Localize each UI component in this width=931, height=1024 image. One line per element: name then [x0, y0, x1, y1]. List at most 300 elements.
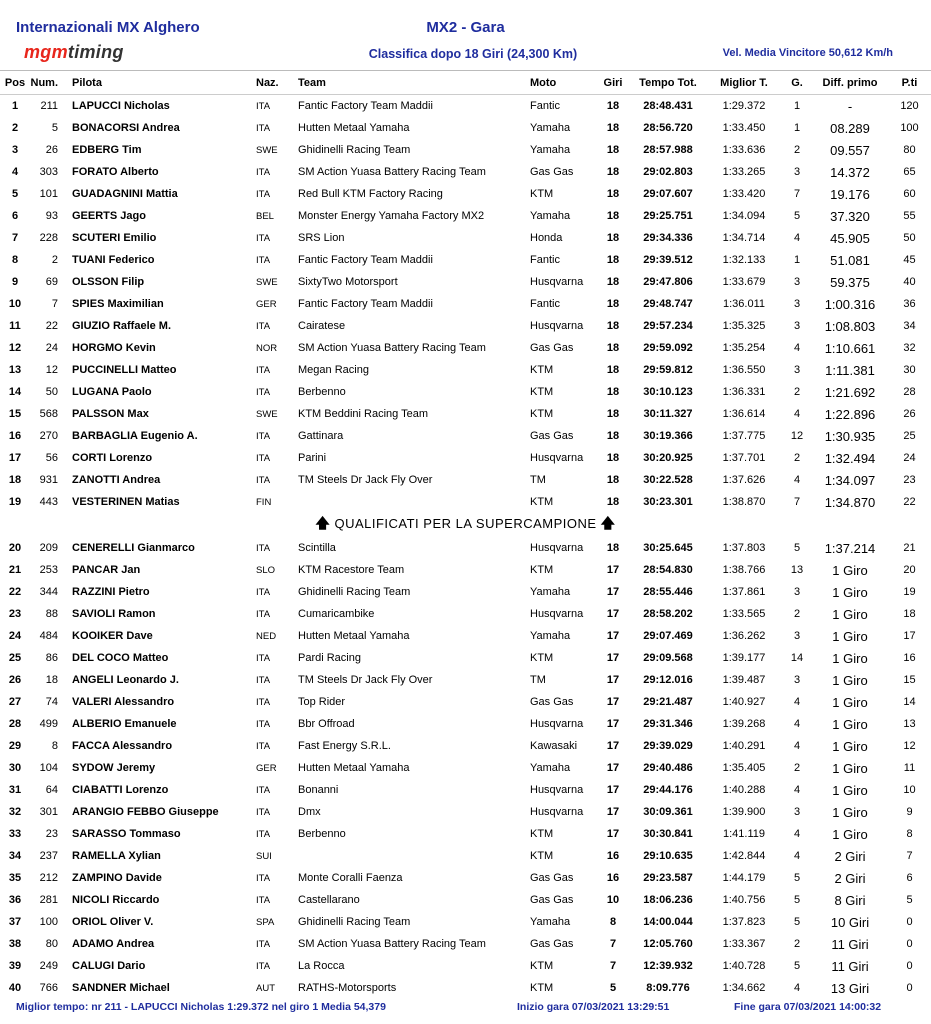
cell-giri: 17: [606, 652, 620, 664]
cell-moto: Gas Gas: [530, 430, 574, 442]
cell-giri: 17: [606, 564, 620, 576]
arrow-up-icon: 🡅: [600, 515, 616, 531]
cell-diff: 1:22.896: [824, 406, 876, 422]
cell-pti: 9: [906, 806, 913, 818]
cell-pti: 24: [903, 452, 916, 464]
cell-num: 64: [45, 784, 58, 796]
cell-moto: Husqvarna: [530, 320, 584, 332]
cell-pti: 55: [903, 210, 916, 222]
cell-tempo: 29:34.336: [643, 232, 693, 244]
cell-giri: 5: [609, 982, 617, 994]
cell-moto: Husqvarna: [530, 718, 584, 730]
cell-tempo: 29:44.176: [643, 784, 693, 796]
cell-naz: SUI: [256, 850, 272, 862]
race-title: MX2 - Gara: [426, 19, 505, 36]
cell-giri: 17: [606, 674, 620, 686]
cell-diff: 19.176: [830, 186, 870, 202]
cell-num: 74: [45, 696, 58, 708]
cell-team: Monte Coralli Faenza: [298, 872, 403, 884]
cell-tempo: 12:39.932: [643, 960, 693, 972]
cell-naz: ITA: [256, 938, 271, 950]
cell-tempo: 30:19.366: [643, 430, 693, 442]
table-row: [0, 227, 931, 249]
cell-diff: 13 Giri: [830, 980, 870, 996]
cell-miglior: 1:33.565: [722, 608, 766, 620]
cell-pos: 12: [8, 342, 22, 354]
cell-naz: ITA: [256, 652, 271, 664]
race-start: Inizio gara 07/03/2021 13:29:51: [517, 1001, 670, 1013]
cell-diff: -: [847, 98, 853, 114]
cell-g: 5: [793, 542, 801, 554]
cell-naz: ITA: [256, 872, 271, 884]
cell-tempo: 29:47.806: [643, 276, 693, 288]
cell-pos: 15: [8, 408, 22, 420]
cell-giri: 18: [606, 100, 620, 112]
cell-g: 3: [793, 320, 801, 332]
cell-tempo: 29:12.016: [643, 674, 693, 686]
cell-team: Ghidinelli Racing Team: [298, 916, 411, 928]
cell-pos: 24: [8, 630, 22, 642]
cell-moto: Husqvarna: [530, 784, 584, 796]
cell-tempo: 8:09.776: [646, 982, 690, 994]
cell-diff: 1 Giro: [832, 650, 868, 666]
cell-pti: 30: [903, 364, 916, 376]
cell-miglior: 1:37.775: [722, 430, 766, 442]
cell-diff: 1 Giro: [832, 628, 868, 644]
table-row: [0, 801, 931, 823]
cell-g: 5: [793, 210, 801, 222]
cell-g: 4: [793, 850, 801, 862]
cell-pos: 40: [8, 982, 22, 994]
cell-miglior: 1:37.823: [722, 916, 766, 928]
table-row: [0, 249, 931, 271]
table-row: [0, 669, 931, 691]
cell-team: TM Steels Dr Jack Fly Over: [298, 474, 433, 486]
cell-g: 3: [793, 166, 801, 178]
cell-diff: 2 Giri: [834, 848, 866, 864]
cell-moto: KTM: [530, 564, 554, 576]
cell-diff: 10 Giri: [830, 914, 870, 930]
qualifier-text: QUALIFICATI PER LA SUPERCAMPIONE: [334, 516, 597, 531]
cell-tempo: 30:30.841: [643, 828, 693, 840]
cell-pti: 0: [906, 916, 913, 928]
cell-diff: 37.320: [830, 208, 870, 224]
cell-tempo: 29:21.487: [643, 696, 693, 708]
cell-naz: ITA: [256, 894, 271, 906]
cell-team: Gattinara: [298, 430, 344, 442]
cell-num: 931: [39, 474, 58, 486]
cell-pos: 17: [8, 452, 22, 464]
cell-diff: 11 Giri: [831, 936, 869, 952]
cell-num: 18: [45, 674, 58, 686]
cell-moto: Yamaha: [530, 144, 571, 156]
cell-team: SM Action Yuasa Battery Racing Team: [298, 166, 486, 178]
cell-g: 4: [793, 408, 801, 420]
table-header-row: [0, 72, 931, 95]
cell-tempo: 29:02.803: [643, 166, 693, 178]
best-lap-note: Miglior tempo: nr 211 - LAPUCCI Nicholas 1:29.372 nel giro 1 Media 54,379: [16, 1001, 386, 1013]
cell-moto: Gas Gas: [530, 872, 574, 884]
cell-pilota: LUGANA Paolo: [72, 386, 152, 398]
cell-miglior: 1:40.756: [722, 894, 766, 906]
cell-g: 4: [793, 784, 801, 796]
cell-moto: KTM: [530, 960, 554, 972]
cell-diff: 1 Giro: [832, 760, 868, 776]
cell-miglior: 1:35.405: [722, 762, 766, 774]
cell-num: 93: [45, 210, 58, 222]
col-moto: Moto: [526, 72, 596, 95]
cell-pos: 19: [8, 496, 22, 508]
cell-g: 4: [793, 342, 801, 354]
cell-num: 301: [39, 806, 58, 818]
cell-team: Fantic Factory Team Maddii: [298, 254, 433, 266]
cell-team: RATHS-Motorsports: [298, 982, 397, 994]
cell-g: 3: [793, 276, 801, 288]
cell-pos: 3: [11, 144, 19, 156]
cell-naz: ITA: [256, 740, 271, 752]
table-row: [0, 95, 931, 118]
cell-team: Fantic Factory Team Maddii: [298, 100, 433, 112]
cell-tempo: 28:55.446: [643, 586, 693, 598]
cell-pilota: SARASSO Tommaso: [72, 828, 181, 840]
cell-naz: ITA: [256, 232, 271, 244]
cell-miglior: 1:40.291: [722, 740, 766, 752]
cell-num: 303: [39, 166, 58, 178]
logo-mgm: mgm: [24, 42, 68, 62]
cell-pos: 18: [8, 474, 22, 486]
cell-moto: KTM: [530, 496, 554, 508]
cell-pti: 0: [906, 938, 913, 950]
cell-giri: 16: [606, 850, 620, 862]
cell-miglior: 1:33.265: [722, 166, 766, 178]
cell-miglior: 1:37.626: [722, 474, 766, 486]
cell-tempo: 12:05.760: [643, 938, 693, 950]
cell-diff: 1:37.214: [824, 540, 876, 556]
cell-moto: KTM: [530, 188, 554, 200]
cell-miglior: 1:39.268: [722, 718, 766, 730]
cell-giri: 17: [606, 740, 620, 752]
cell-pos: 11: [9, 320, 21, 332]
cell-naz: ITA: [256, 254, 271, 266]
cell-pilota: VESTERINEN Matias: [72, 496, 180, 508]
cell-team: Pardi Racing: [298, 652, 361, 664]
table-row: [0, 603, 931, 625]
cell-team: Top Rider: [298, 696, 346, 708]
cell-team: KTM Beddini Racing Team: [298, 408, 429, 420]
cell-miglior: 1:38.870: [722, 496, 766, 508]
cell-team: Ghidinelli Racing Team: [298, 586, 411, 598]
cell-miglior: 1:39.177: [722, 652, 766, 664]
cell-giri: 18: [606, 408, 620, 420]
cell-pilota: SAVIOLI Ramon: [72, 608, 156, 620]
cell-team: Megan Racing: [298, 364, 369, 376]
cell-g: 2: [793, 608, 801, 620]
cell-naz: GER: [256, 762, 277, 774]
cell-naz: NOR: [256, 342, 278, 354]
cell-num: 499: [39, 718, 58, 730]
table-row: [0, 977, 931, 999]
event-title: Internazionali MX Alghero: [16, 19, 200, 36]
cell-num: 270: [39, 430, 58, 442]
cell-moto: Gas Gas: [530, 938, 574, 950]
cell-pos: 16: [8, 430, 22, 442]
cell-pilota: LAPUCCI Nicholas: [72, 100, 170, 112]
cell-pos: 23: [8, 608, 22, 620]
cell-giri: 17: [606, 630, 620, 642]
cell-miglior: 1:36.550: [722, 364, 766, 376]
table-row: [0, 161, 931, 183]
cell-diff: 1 Giro: [832, 738, 868, 754]
cell-team: Red Bull KTM Factory Racing: [298, 188, 443, 200]
cell-moto: Yamaha: [530, 586, 571, 598]
cell-giri: 7: [609, 938, 617, 950]
cell-moto: Fantic: [530, 100, 560, 112]
cell-giri: 18: [606, 254, 620, 266]
cell-pilota: SYDOW Jeremy: [72, 762, 156, 774]
cell-giri: 18: [606, 122, 620, 134]
cell-diff: 1 Giro: [832, 562, 868, 578]
col-pti: P.ti: [888, 72, 931, 95]
cell-pti: 17: [903, 630, 916, 642]
cell-moto: KTM: [530, 364, 554, 376]
cell-giri: 18: [606, 364, 620, 376]
cell-miglior: 1:40.927: [722, 696, 766, 708]
cell-team: SM Action Yuasa Battery Racing Team: [298, 938, 486, 950]
cell-giri: 18: [606, 232, 620, 244]
cell-naz: ITA: [256, 188, 271, 200]
cell-diff: 2 Giri: [834, 870, 866, 886]
cell-giri: 16: [606, 872, 620, 884]
table-row: [0, 381, 931, 403]
cell-pos: 9: [11, 276, 19, 288]
col-team: Team: [294, 72, 526, 95]
cell-naz: ITA: [256, 452, 271, 464]
cell-pilota: EDBERG Tim: [72, 144, 142, 156]
cell-pos: 5: [11, 188, 19, 200]
cell-miglior: 1:33.636: [722, 144, 766, 156]
cell-num: 2: [51, 254, 58, 266]
cell-moto: Fantic: [530, 298, 560, 310]
cell-pilota: PUCCINELLI Matteo: [72, 364, 177, 376]
cell-pti: 11: [903, 762, 916, 774]
cell-pilota: RAMELLA Xylian: [72, 850, 161, 862]
cell-g: 4: [793, 740, 801, 752]
cell-pilota: ZAMPINO Davide: [72, 872, 162, 884]
cell-miglior: 1:40.288: [722, 784, 766, 796]
cell-pos: 25: [8, 652, 22, 664]
cell-giri: 17: [606, 608, 620, 620]
cell-tempo: 28:58.202: [643, 608, 693, 620]
cell-moto: Fantic: [530, 254, 560, 266]
cell-pos: 21: [8, 564, 22, 576]
table-row: [0, 867, 931, 889]
cell-tempo: 28:56.720: [643, 122, 693, 134]
cell-giri: 7: [609, 960, 617, 972]
cell-naz: ITA: [256, 586, 271, 598]
cell-pilota: GUADAGNINI Mattia: [72, 188, 178, 200]
cell-tempo: 18:06.236: [643, 894, 693, 906]
cell-moto: Husqvarna: [530, 452, 584, 464]
logo-timing: timing: [67, 42, 124, 62]
cell-pos: 13: [8, 364, 22, 376]
table-row: [0, 183, 931, 205]
cell-giri: 18: [606, 144, 620, 156]
cell-pos: 7: [11, 232, 19, 244]
cell-tempo: 30:25.645: [643, 542, 693, 554]
cell-miglior: 1:38.766: [722, 564, 766, 576]
cell-moto: TM: [530, 474, 546, 486]
table-row: [0, 117, 931, 139]
cell-tempo: 29:57.234: [643, 320, 693, 332]
cell-giri: 17: [606, 806, 620, 818]
cell-pti: 8: [906, 828, 913, 840]
cell-pilota: CIABATTI Lorenzo: [72, 784, 169, 796]
col-naz: Naz.: [250, 72, 294, 95]
cell-num: 209: [39, 542, 58, 554]
cell-tempo: 29:10.635: [643, 850, 693, 862]
cell-diff: 1 Giro: [832, 804, 868, 820]
cell-pilota: GIUZIO Raffaele M.: [72, 320, 172, 332]
cell-team: Cumaricambike: [298, 608, 375, 620]
table-row: [0, 537, 931, 559]
cell-tempo: 29:48.747: [643, 298, 693, 310]
cell-naz: ITA: [256, 474, 271, 486]
cell-giri: 18: [606, 188, 620, 200]
results-bottom: [0, 537, 931, 999]
qualifier-section: [0, 513, 931, 537]
cell-miglior: 1:36.614: [722, 408, 766, 420]
cell-moto: KTM: [530, 652, 554, 664]
cell-giri: 17: [606, 586, 620, 598]
cell-tempo: 29:23.587: [643, 872, 693, 884]
cell-pti: 36: [903, 298, 916, 310]
cell-giri: 18: [606, 342, 620, 354]
col-miglior: Miglior T.: [706, 72, 782, 95]
cell-tempo: 14:00.044: [643, 916, 693, 928]
cell-miglior: 1:33.420: [722, 188, 766, 200]
cell-pos: 14: [8, 386, 22, 398]
cell-g: 7: [793, 496, 801, 508]
cell-tempo: 29:39.029: [643, 740, 693, 752]
results-table: [0, 72, 931, 999]
cell-miglior: 1:33.367: [722, 938, 766, 950]
cell-pos: 34: [8, 850, 22, 862]
cell-tempo: 30:11.327: [643, 408, 693, 420]
results-header: [0, 0, 931, 70]
cell-pti: 5: [906, 894, 913, 906]
cell-diff: 1:08.803: [824, 318, 876, 334]
cell-g: 3: [793, 630, 801, 642]
cell-tempo: 29:59.812: [643, 364, 693, 376]
table-row: [0, 779, 931, 801]
cell-g: 1: [793, 100, 801, 112]
cell-g: 13: [790, 564, 804, 576]
table-row: [0, 691, 931, 713]
cell-g: 5: [793, 960, 801, 972]
cell-pilota: SCUTERI Emilio: [72, 232, 157, 244]
cell-giri: 18: [606, 320, 620, 332]
cell-giri: 17: [606, 784, 620, 796]
cell-pos: 6: [11, 210, 19, 222]
cell-giri: 8: [609, 916, 617, 928]
cell-pilota: HORGMO Kevin: [72, 342, 156, 354]
cell-num: 237: [39, 850, 58, 862]
cell-pilota: FACCA Alessandro: [72, 740, 173, 752]
cell-pilota: FORATO Alberto: [72, 166, 159, 178]
col-tempo: Tempo Tot.: [630, 72, 706, 95]
cell-num: 24: [45, 342, 58, 354]
cell-pti: 22: [903, 496, 916, 508]
cell-num: 104: [39, 762, 58, 774]
table-row: [0, 559, 931, 581]
cell-tempo: 29:25.751: [643, 210, 693, 222]
cell-naz: ITA: [256, 828, 271, 840]
cell-tempo: 29:09.568: [643, 652, 693, 664]
cell-moto: Yamaha: [530, 762, 571, 774]
cell-miglior: 1:39.487: [722, 674, 766, 686]
header-divider: [0, 70, 931, 71]
cell-tempo: 30:20.925: [643, 452, 693, 464]
qualifier-cell: [0, 513, 931, 537]
col-diff: Diff. primo: [812, 72, 888, 95]
cell-naz: NED: [256, 630, 277, 642]
cell-num: 7: [51, 298, 58, 310]
cell-pos: 30: [8, 762, 22, 774]
cell-moto: Yamaha: [530, 210, 571, 222]
cell-pilota: VALERI Alessandro: [72, 696, 175, 708]
cell-diff: 59.375: [830, 274, 870, 290]
cell-pti: 120: [900, 100, 919, 112]
cell-moto: KTM: [530, 386, 554, 398]
cell-giri: 10: [606, 894, 620, 906]
cell-pti: 15: [903, 674, 916, 686]
cell-miglior: 1:41.119: [722, 828, 765, 840]
cell-pilota: ARANGIO FEBBO Giuseppe: [72, 806, 219, 818]
cell-miglior: 1:35.254: [722, 342, 766, 354]
cell-pti: 19: [903, 586, 916, 598]
table-row: [0, 581, 931, 603]
cell-g: 3: [793, 298, 801, 310]
cell-tempo: 29:31.346: [643, 718, 693, 730]
cell-team: Parini: [298, 452, 327, 464]
table-row: [0, 757, 931, 779]
cell-tempo: 29:07.469: [643, 630, 693, 642]
cell-num: 88: [45, 608, 58, 620]
col-num: Num.: [30, 72, 66, 95]
cell-pos: 8: [11, 254, 19, 266]
cell-team: Berbenno: [298, 386, 346, 398]
cell-diff: 1:30.935: [824, 428, 876, 444]
cell-giri: 17: [606, 762, 620, 774]
cell-num: 766: [39, 982, 58, 994]
cell-naz: SWE: [256, 276, 278, 288]
cell-giri: 18: [606, 166, 620, 178]
cell-pti: 14: [903, 696, 916, 708]
cell-team: Monster Energy Yamaha Factory MX2: [298, 210, 485, 222]
cell-pti: 13: [903, 718, 916, 730]
cell-naz: SLO: [256, 564, 276, 576]
cell-diff: 1 Giro: [832, 606, 868, 622]
cell-team: TM Steels Dr Jack Fly Over: [298, 674, 433, 686]
cell-g: 2: [793, 144, 801, 156]
cell-naz: AUT: [256, 982, 275, 994]
cell-pilota: RAZZINI Pietro: [72, 586, 150, 598]
cell-pos: 39: [8, 960, 22, 972]
cell-giri: 18: [606, 542, 620, 554]
cell-pos: 10: [8, 298, 22, 310]
winner-speed: Vel. Media Vincitore 50,612 Km/h: [722, 47, 893, 59]
cell-tempo: 28:54.830: [643, 564, 693, 576]
